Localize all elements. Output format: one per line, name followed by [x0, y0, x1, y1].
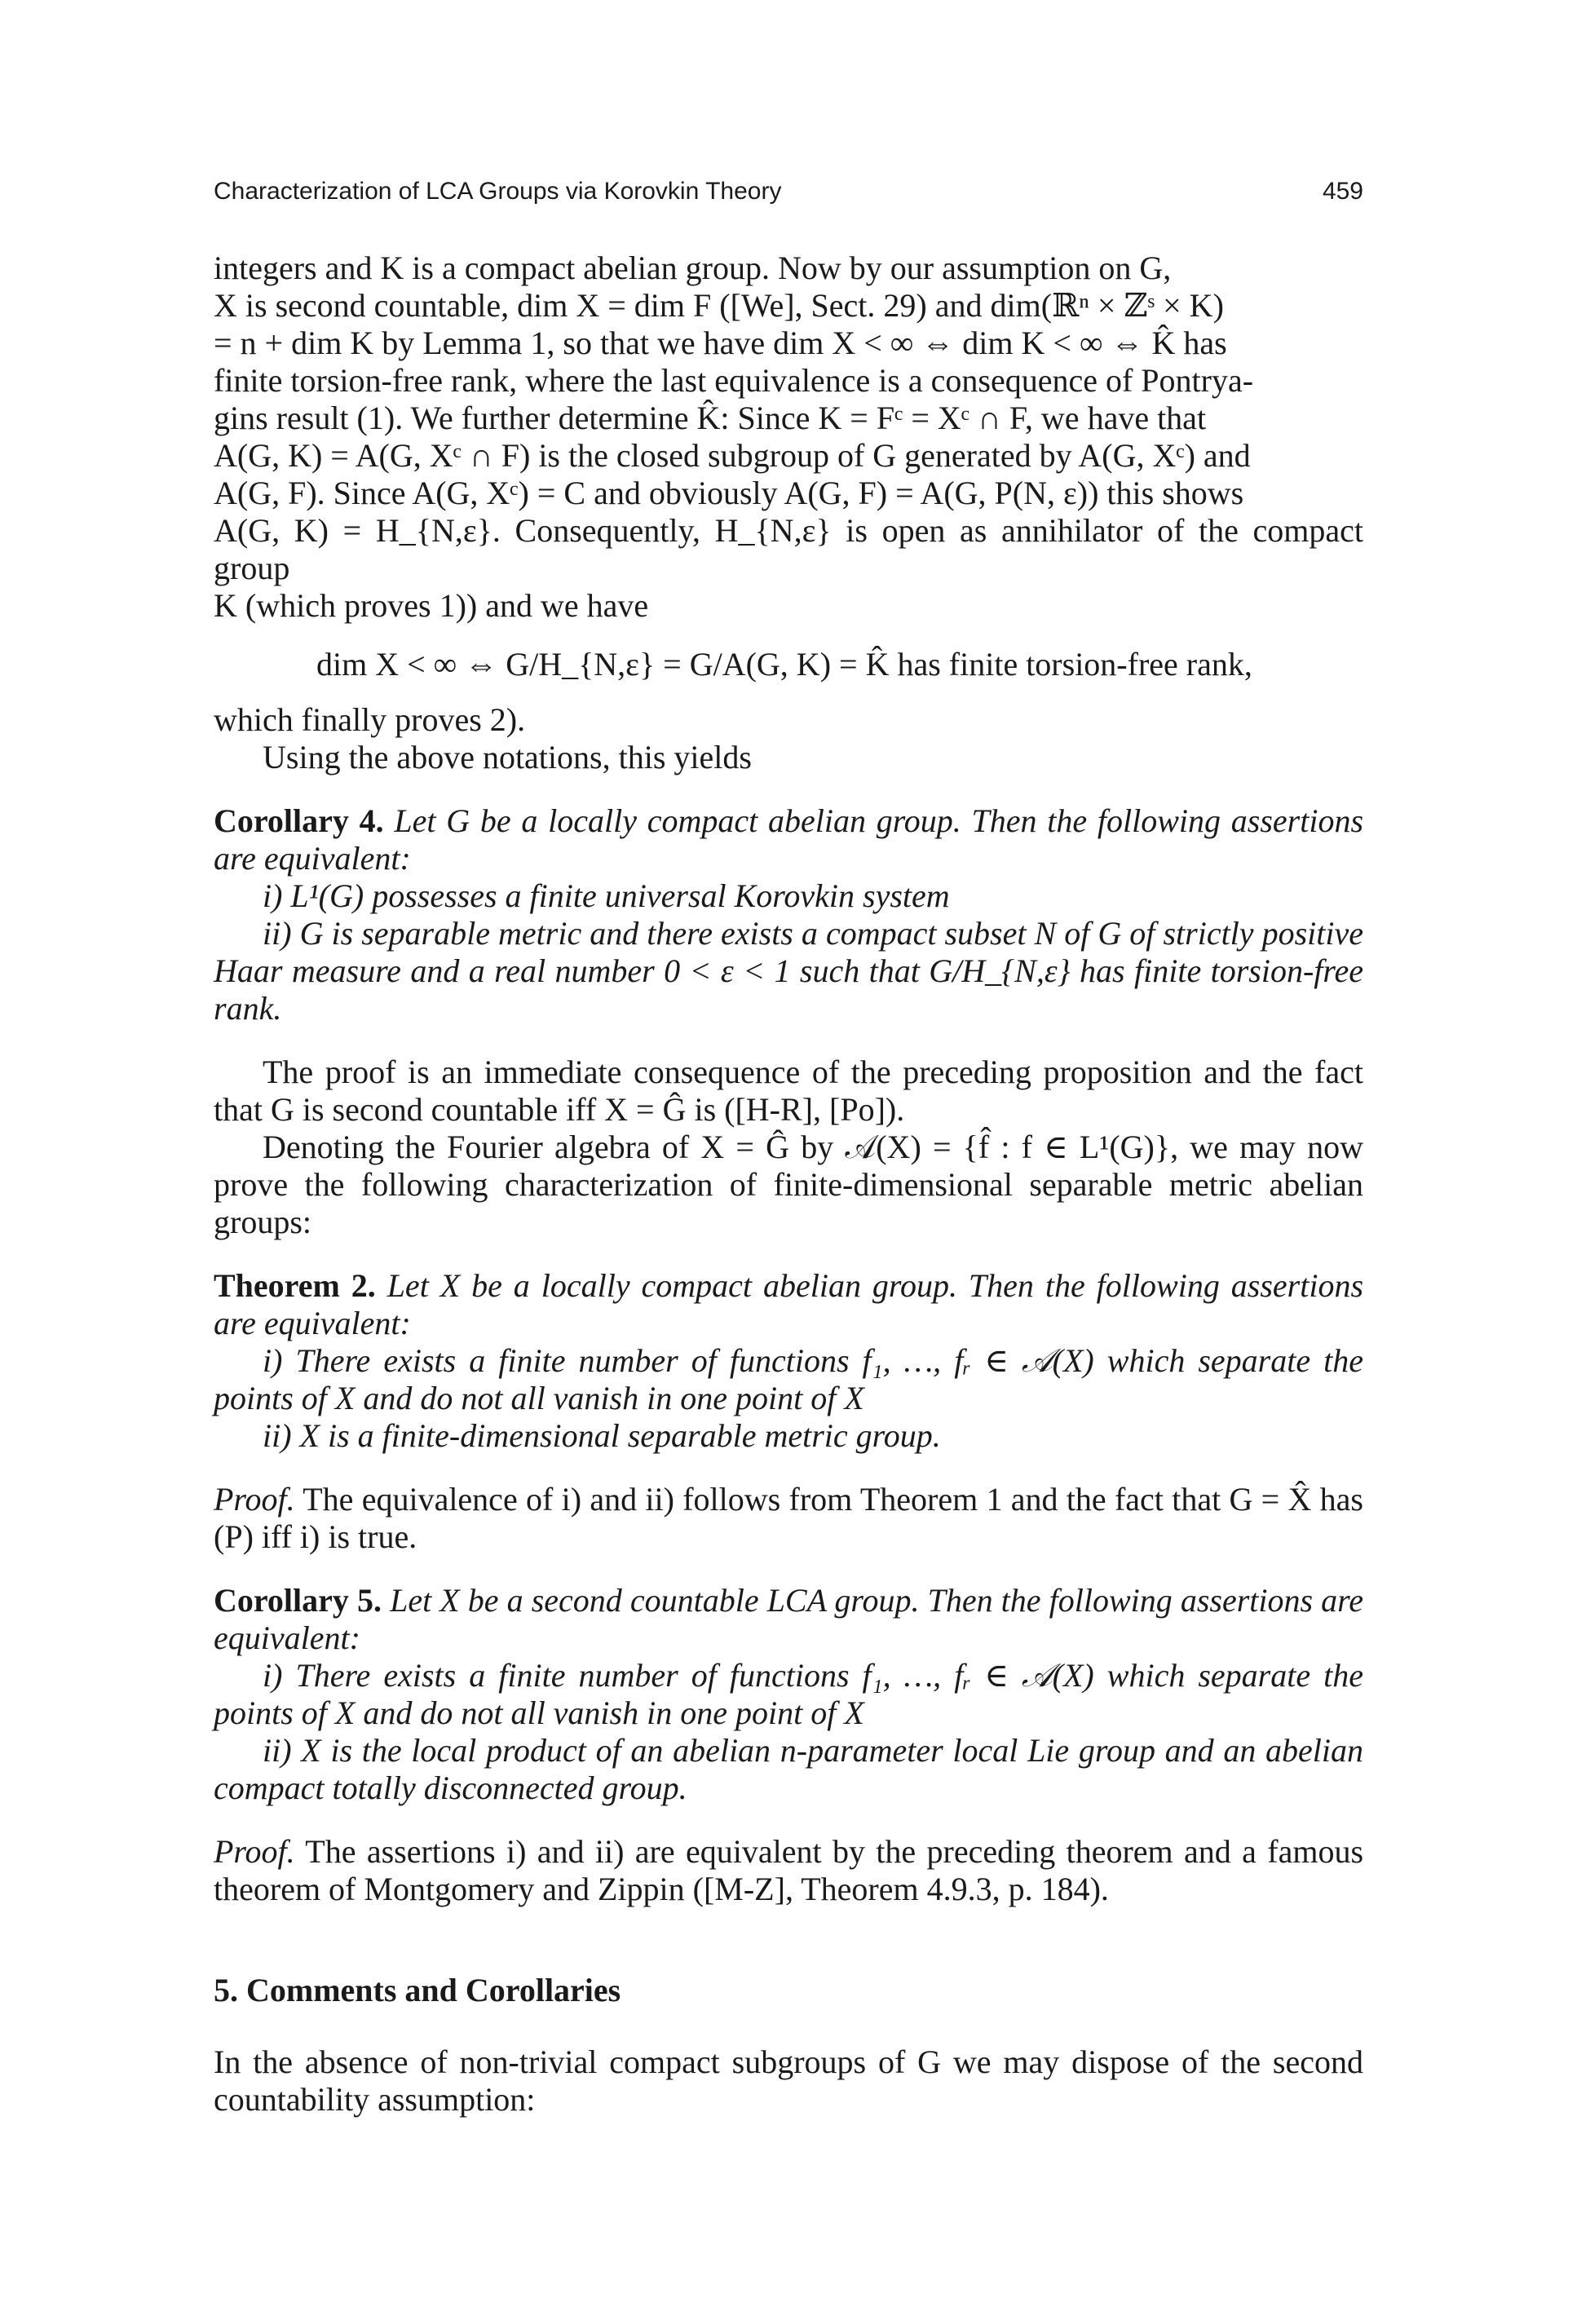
paragraph: In the absence of non-trivial compact subgroups of G we may dispose of the second countability assumption: [214, 2043, 1363, 2118]
text-line: integers and K is a compact abelian group. Now by our assumption on G, [214, 250, 1172, 286]
corollary-5 [214, 1582, 1363, 1807]
text-line: A(G, K) = H_{N,ε}. Consequently, H_{N,ε} is open as annihilator of the compact group [214, 512, 1363, 586]
text-line: A(G, K) = A(G, Xᶜ ∩ F) is the closed subgroup of G generated by A(G, Xᶜ) and [214, 437, 1251, 474]
corollary-label: Corollary 5. [214, 1582, 382, 1619]
body-text [214, 250, 1363, 2119]
theorem-2 [214, 1267, 1363, 1455]
text-line: X is second countable, dim X = dim F ([We], Sect. 29) and dim(ℝⁿ × ℤˢ × K) [214, 287, 1224, 324]
corollary-label: Corollary 4. [214, 802, 384, 839]
corollary-4 [214, 802, 1363, 1027]
theorem-item-ii: ii) X is a finite-dimensional separable metric group. [263, 1417, 941, 1454]
text-line: = n + dim K by Lemma 1, so that we have dim X < ∞ ⇔ dim K < ∞ ⇔ K̂ has [214, 325, 1227, 361]
theorem-label: Theorem 2. [214, 1267, 376, 1304]
proof-text: The assertions i) and ii) are equivalent by the preceding theorem and a famous theorem of Montgomery and Zippin ([M-Z], Theorem 4.9.3, p. 184). [214, 1833, 1364, 1907]
paragraph: Denoting the Fourier algebra of X = Ĝ by 𝒜(X) = {f̂ : f ∈ L¹(G)}, we may now prove the following characterization of finite-dimensional separable metric abelian groups: [214, 1129, 1363, 1240]
theorem-item-i: i) There exists a finite number of functions f₁, …, fᵣ ∈ 𝒜(X) which separate the points of X and do not all vanish in one point of X [214, 1342, 1363, 1416]
text-line: K (which proves 1)) and we have [214, 587, 649, 624]
page [214, 0, 1363, 2324]
display-formula: dim X < ∞ ⇔ G/H_{N,ε} = G/A(G, K) = K̂ has finite torsion-free rank, [316, 646, 1252, 683]
running-header [214, 178, 1363, 210]
paragraph: Using the above notations, this yields [263, 739, 752, 775]
paragraph-proof-continuation [214, 250, 1363, 625]
corollary-item-ii: ii) X is the local product of an abelian n-parameter local Lie group and an abelian compact totally disconnected group. [214, 1732, 1363, 1806]
theorem-statement: Let X be a locally compact abelian group. Then the following assertions are equivalent: [214, 1267, 1364, 1341]
text-line: gins result (1). We further determine K̂: Since K = Fᶜ = Xᶜ ∩ F, we have that [214, 400, 1207, 436]
corollary-item-i: i) There exists a finite number of functions f₁, …, fᵣ ∈ 𝒜(X) which separate the points of X and do not all vanish in one point of X [214, 1657, 1363, 1731]
corollary-statement: Let G be a locally compact abelian group. Then the following assertions are equivalent: [214, 802, 1364, 877]
text-line: A(G, F). Since A(G, Xᶜ) = C and obviously A(G, F) = A(G, P(N, ε)) this shows [214, 475, 1244, 511]
section-heading: 5. Comments and Corollaries [214, 1972, 621, 2008]
paragraph: The proof is an immediate consequence of the preceding proposition and the fact that G is second countable iff X = Ĝ is ([H-R], [Po]). [214, 1054, 1363, 1128]
proof-theorem-2 [214, 1481, 1363, 1556]
proof-label: Proof. [214, 1481, 295, 1518]
proof-corollary-5 [214, 1833, 1363, 1908]
running-title: Characterization of LCA Groups via Korovkin Theory [214, 178, 782, 205]
corollary-statement: Let X be a second countable LCA group. Then the following assertions are equivalent: [214, 1582, 1363, 1656]
corollary-item-i: i) L¹(G) possesses a finite universal Korovkin system [263, 877, 950, 914]
text-line: finite torsion-free rank, where the last equivalence is a consequence of Pontrya- [214, 362, 1254, 399]
proof-label: Proof. [214, 1833, 295, 1870]
page-number: 459 [1322, 178, 1363, 205]
paragraph: which finally proves 2). [214, 701, 526, 738]
corollary-item-ii: ii) G is separable metric and there exists a compact subset N of G of strictly positive Haar measure and a real number 0 < ε < 1 such that G/H_{N,ε} has finite torsion-free rank. [214, 915, 1363, 1027]
proof-text: The equivalence of i) and ii) follows from Theorem 1 and the fact that G = X̂ has (P) iff i) is true. [214, 1481, 1364, 1555]
